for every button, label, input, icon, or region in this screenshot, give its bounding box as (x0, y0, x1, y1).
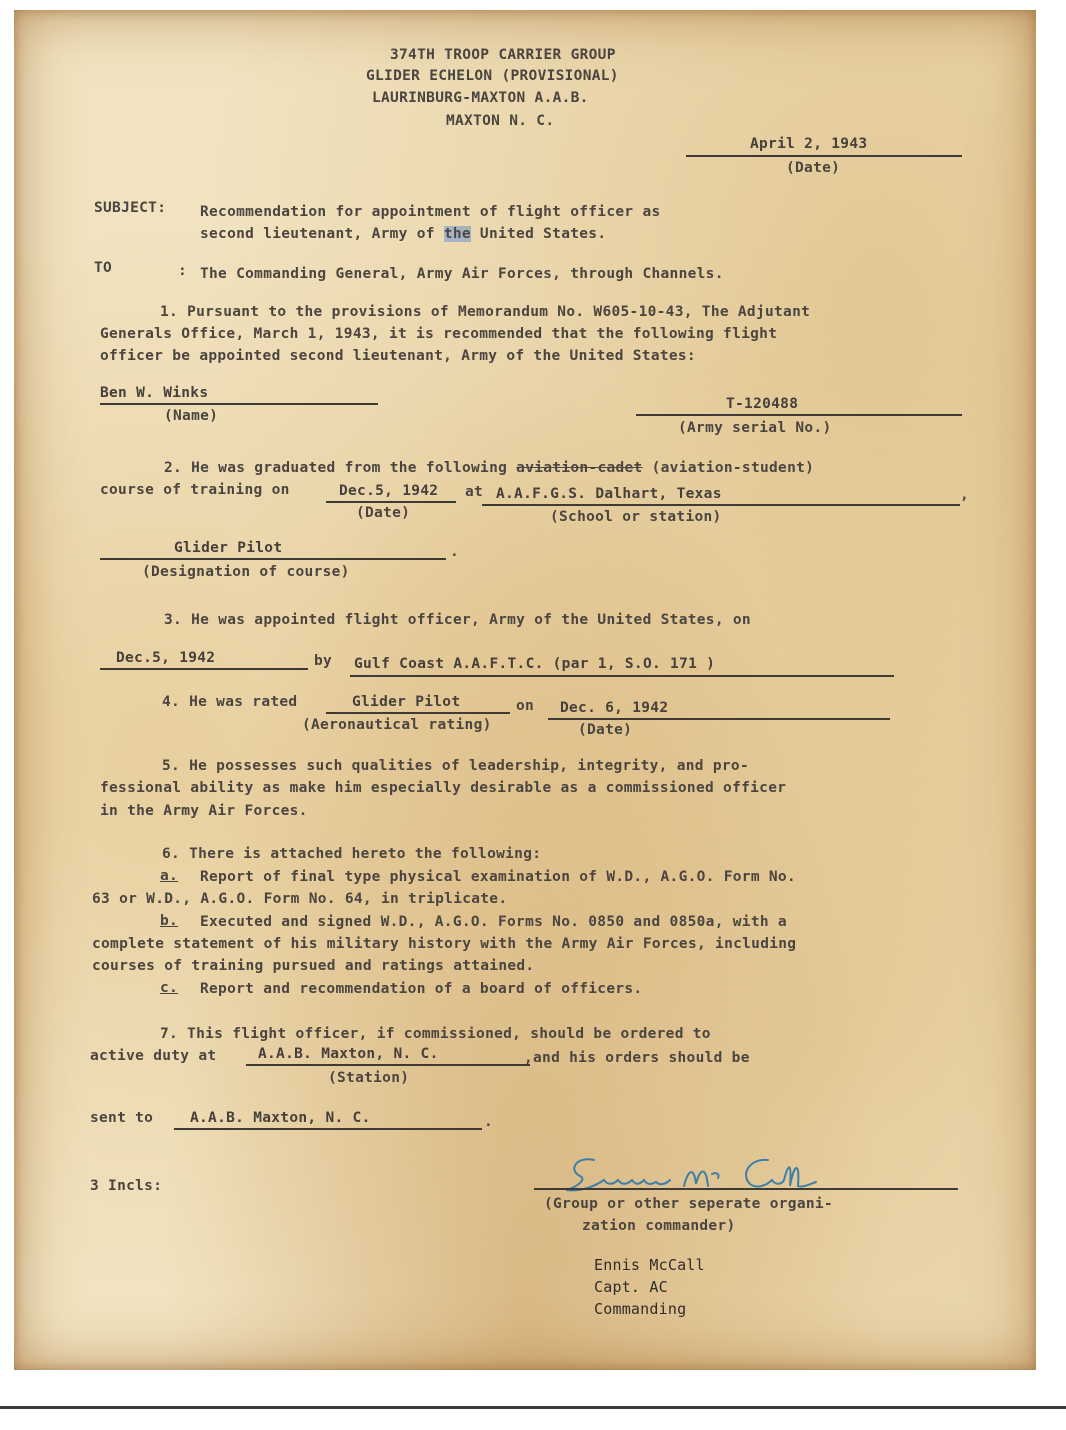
to-separator: : (178, 263, 188, 279)
date-underline (686, 155, 962, 157)
school-value: A.A.F.G.S. Dalhart, Texas (496, 486, 722, 502)
appointed-by-value: Gulf Coast A.A.F.T.C. (par 1, S.O. 171 ) (354, 656, 716, 672)
sent-to-underline (174, 1128, 482, 1130)
p1-line-3: officer be appointed second lieutenant, Army of the United States: (100, 348, 696, 364)
signature-caption-1: (Group or other seperate organi- (544, 1196, 833, 1212)
signer-name: Ennis McCall (594, 1256, 705, 1274)
subject-line-2: second lieutenant, Army of the United States. (200, 226, 607, 242)
p6-b-line-3: courses of training pursued and ratings attained. (92, 958, 535, 974)
course-period: . (450, 544, 460, 560)
p1-line-1: 1. Pursuant to the provisions of Memorandum No. W605-10-43, The Adjutant (160, 304, 811, 320)
signature-underline (534, 1188, 958, 1190)
graduation-date-value: Dec.5, 1942 (339, 483, 439, 499)
p7-line-1: 7. This flight officer, if commissioned, should be ordered to (160, 1026, 711, 1042)
p7-line-2-end: ,and his orders should be (524, 1050, 750, 1066)
to-label: TO (94, 260, 113, 276)
appointed-by-underline (350, 675, 894, 677)
station-underline (246, 1064, 530, 1066)
p5-line-3: in the Army Air Forces. (100, 803, 308, 819)
serial-underline (636, 414, 962, 416)
p2-comma: , (960, 487, 970, 503)
subject-line-1: Recommendation for appointment of flight officer as (200, 204, 661, 220)
course-underline (100, 558, 446, 560)
p6-c-line-1: Report and recommendation of a board of officers. (200, 981, 643, 997)
p7-line-2-lead: active duty at (90, 1048, 217, 1064)
serial-value: T-120488 (726, 396, 799, 412)
station-caption: (Station) (328, 1070, 410, 1086)
p4-on: on (516, 698, 535, 714)
date-value: April 2, 1943 (750, 136, 868, 152)
p6-b-line-2: complete statement of his military history with the Army Air Forces, including (92, 936, 797, 952)
p1-line-2: Generals Office, March 1, 1943, it is recommended that the following flight (100, 326, 778, 342)
course-caption: (Designation of course) (142, 564, 350, 580)
date-caption: (Date) (786, 160, 841, 176)
name-underline (100, 403, 378, 405)
rating-underline (326, 712, 510, 714)
course-value: Glider Pilot (174, 540, 283, 556)
p2-line-2-lead: course of training on (100, 482, 290, 498)
school-underline (482, 504, 960, 506)
p5-line-1: 5. He possesses such qualities of leadership, integrity, and pro- (162, 758, 749, 774)
appointment-date-underline (100, 668, 308, 670)
graduation-date-underline (326, 501, 456, 503)
letterhead-line-3: LAURINBURG-MAXTON A.A.B. (372, 90, 589, 106)
p6-b-label: b. (160, 913, 179, 929)
rating-date-caption: (Date) (578, 722, 633, 738)
subject-label: SUBJECT: (94, 200, 167, 216)
graduation-date-caption: (Date) (356, 505, 411, 521)
name-caption: (Name) (164, 408, 219, 424)
rating-caption: (Aeronautical rating) (302, 717, 492, 733)
handwritten-signature (554, 1150, 844, 1202)
p3-line-1: 3. He was appointed flight officer, Army of the United States, on (164, 612, 751, 628)
letterhead-line-4: MAXTON N. C. (446, 113, 555, 129)
scan-bottom-edge (0, 1406, 1066, 1409)
p6-b-line-1: Executed and signed W.D., A.G.O. Forms No. 0850 and 0850a, with a (200, 914, 787, 930)
p2-at: at (465, 484, 484, 500)
sent-to-period: . (484, 1114, 494, 1130)
school-caption: (School or station) (550, 509, 722, 525)
rating-date-value: Dec. 6, 1942 (560, 700, 669, 716)
rating-date-underline (548, 718, 890, 720)
p5-line-2: fessional ability as make him especially desirable as a commissioned officer (100, 780, 787, 796)
sent-to-value: A.A.B. Maxton, N. C. (190, 1110, 371, 1126)
name-value: Ben W. Winks (100, 385, 209, 401)
document-page (14, 10, 1036, 1370)
sent-to-label: sent to (90, 1110, 154, 1126)
rating-value: Glider Pilot (352, 694, 461, 710)
signer-rank: Capt. AC (594, 1278, 668, 1296)
p6-c-label: c. (160, 980, 179, 996)
p6-a-line-2: 63 or W.D., A.G.O. Form No. 64, in triplicate. (92, 891, 508, 907)
serial-caption: (Army serial No.) (678, 420, 832, 436)
p3-by: by (314, 653, 333, 669)
signer-title: Commanding (594, 1300, 687, 1318)
to-text: The Commanding General, Army Air Forces, through Channels. (200, 266, 724, 282)
p2-line-1: 2. He was graduated from the following aviation-cadet (aviation-student) (164, 460, 815, 476)
p6-line-1: 6. There is attached hereto the following: (162, 846, 542, 862)
p4-lead: 4. He was rated (162, 694, 298, 710)
highlighted-word: the (443, 226, 471, 242)
struck-word: aviation-cadet (516, 460, 643, 476)
appointment-date-value: Dec.5, 1942 (116, 650, 216, 666)
inclosures: 3 Incls: (90, 1178, 163, 1194)
p6-a-label: a. (160, 868, 179, 884)
letterhead-line-2: GLIDER ECHELON (PROVISIONAL) (366, 68, 619, 84)
signature-caption-2: zation commander) (582, 1218, 736, 1234)
letterhead-line-1: 374TH TROOP CARRIER GROUP (390, 47, 616, 63)
station-value: A.A.B. Maxton, N. C. (258, 1046, 439, 1062)
p6-a-line-1: Report of final type physical examination of W.D., A.G.O. Form No. (200, 869, 796, 885)
